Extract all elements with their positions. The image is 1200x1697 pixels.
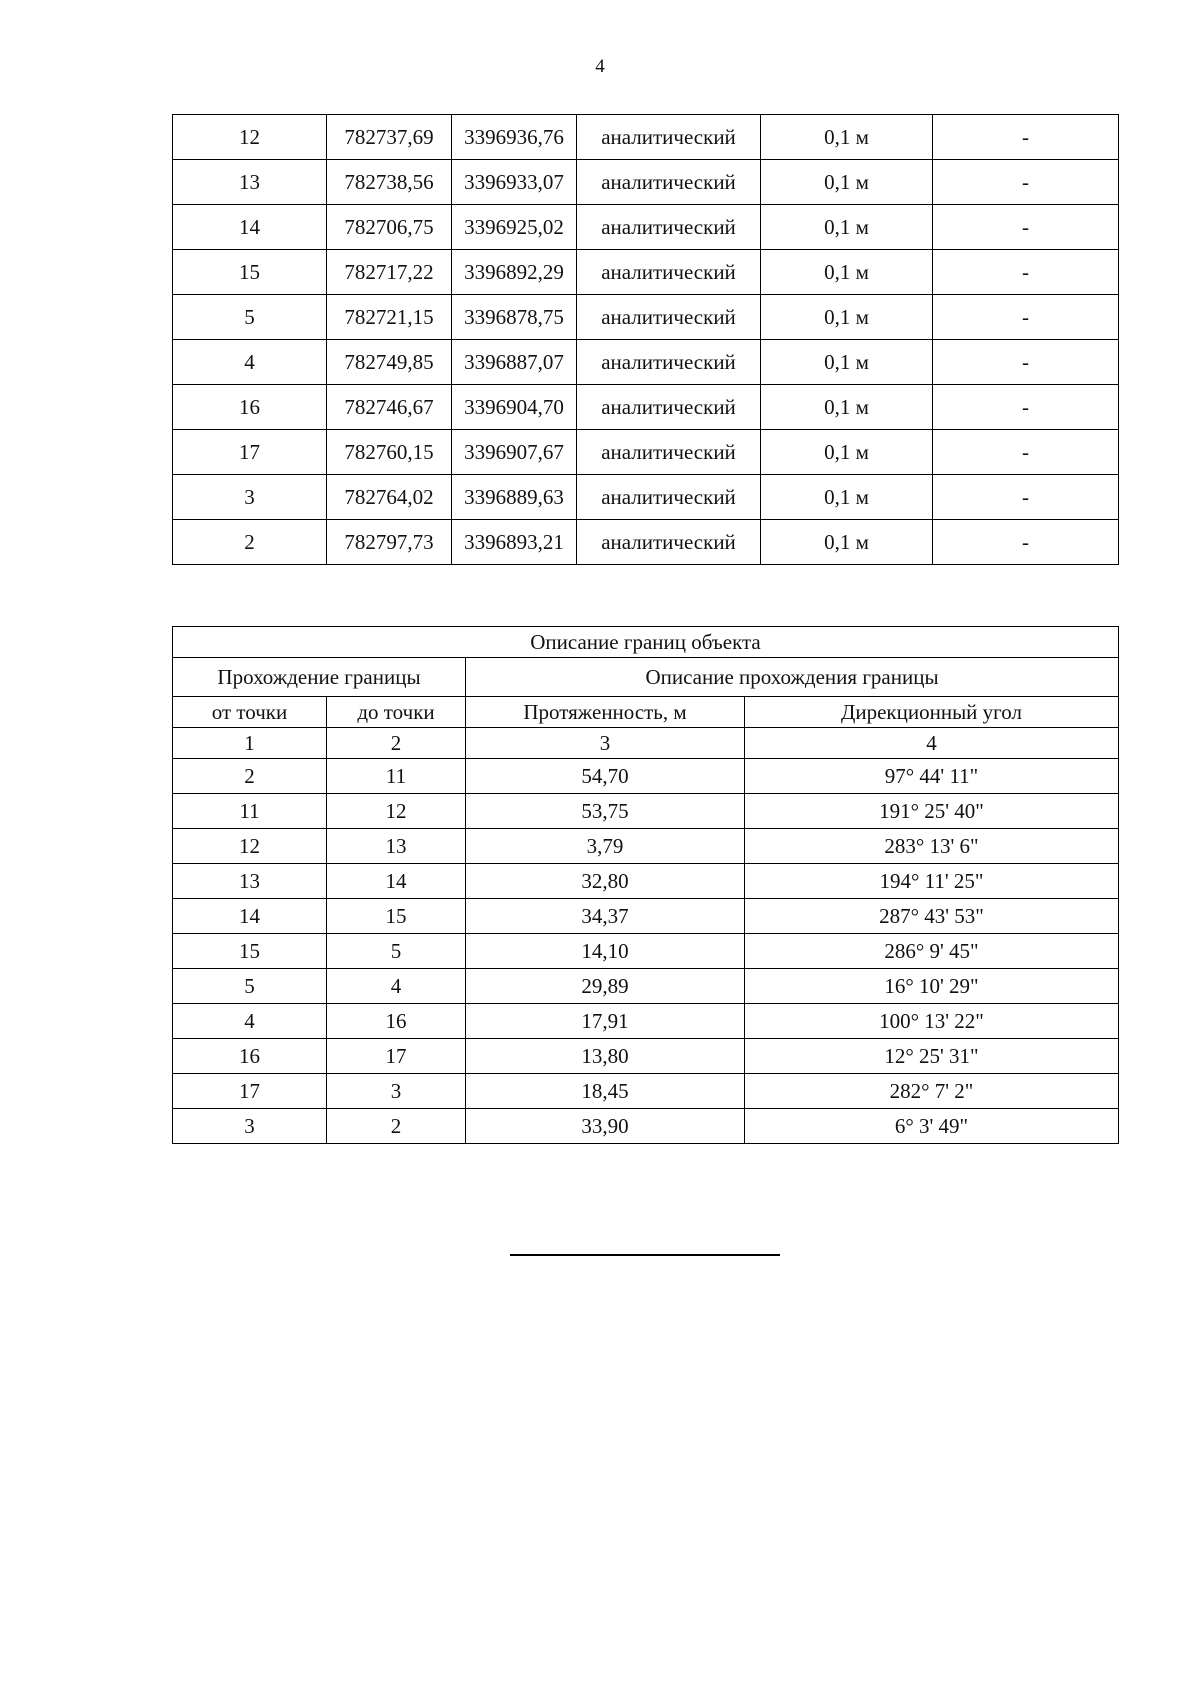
- description-cell: -: [933, 430, 1119, 475]
- table-row: [173, 250, 1119, 295]
- coordinates-table: [172, 114, 1119, 565]
- to-point-cell: 12: [327, 794, 466, 829]
- length-cell: 54,70: [466, 759, 745, 794]
- length-cell: 33,90: [466, 1109, 745, 1144]
- to-point-cell: 11: [327, 759, 466, 794]
- point-number-cell: 4: [173, 340, 327, 385]
- method-cell: аналитический: [577, 430, 761, 475]
- from-point-cell: 12: [173, 829, 327, 864]
- method-cell: аналитический: [577, 205, 761, 250]
- table-row: [173, 115, 1119, 160]
- direction-angle-cell: 283° 13' 6": [745, 829, 1119, 864]
- table-row: [173, 934, 1119, 969]
- table-row: [173, 864, 1119, 899]
- to-point-cell: 17: [327, 1039, 466, 1074]
- table-row: [173, 794, 1119, 829]
- point-number-cell: 2: [173, 520, 327, 565]
- length-cell: 3,79: [466, 829, 745, 864]
- length-cell: 53,75: [466, 794, 745, 829]
- x-coordinate-cell: 782797,73: [327, 520, 452, 565]
- from-point-cell: 5: [173, 969, 327, 1004]
- to-point-cell: 2: [327, 1109, 466, 1144]
- to-point-cell: 13: [327, 829, 466, 864]
- from-point-cell: 3: [173, 1109, 327, 1144]
- length-cell: 18,45: [466, 1074, 745, 1109]
- accuracy-cell: 0,1 м: [761, 295, 933, 340]
- description-cell: -: [933, 295, 1119, 340]
- x-coordinate-cell: 782706,75: [327, 205, 452, 250]
- point-number-cell: 17: [173, 430, 327, 475]
- to-point-cell: 4: [327, 969, 466, 1004]
- y-coordinate-cell: 3396878,75: [452, 295, 577, 340]
- table-row: [173, 759, 1119, 794]
- direction-angle-cell: 191° 25' 40": [745, 794, 1119, 829]
- point-number-cell: 5: [173, 295, 327, 340]
- accuracy-cell: 0,1 м: [761, 430, 933, 475]
- method-cell: аналитический: [577, 250, 761, 295]
- column-number: 3: [466, 728, 745, 759]
- accuracy-cell: 0,1 м: [761, 250, 933, 295]
- description-cell: -: [933, 475, 1119, 520]
- description-cell: -: [933, 385, 1119, 430]
- table-row: [173, 520, 1119, 565]
- accuracy-cell: 0,1 м: [761, 160, 933, 205]
- x-coordinate-cell: 782738,56: [327, 160, 452, 205]
- direction-angle-cell: 6° 3' 49": [745, 1109, 1119, 1144]
- length-cell: 34,37: [466, 899, 745, 934]
- from-point-cell: 2: [173, 759, 327, 794]
- y-coordinate-cell: 3396892,29: [452, 250, 577, 295]
- point-number-cell: 13: [173, 160, 327, 205]
- direction-angle-cell: 286° 9' 45": [745, 934, 1119, 969]
- to-point-cell: 3: [327, 1074, 466, 1109]
- table-row: [173, 475, 1119, 520]
- accuracy-cell: 0,1 м: [761, 520, 933, 565]
- from-point-cell: 11: [173, 794, 327, 829]
- to-point-cell: 14: [327, 864, 466, 899]
- description-cell: -: [933, 115, 1119, 160]
- point-number-cell: 16: [173, 385, 327, 430]
- x-coordinate-cell: 782737,69: [327, 115, 452, 160]
- table-row: [173, 1074, 1119, 1109]
- accuracy-cell: 0,1 м: [761, 385, 933, 430]
- to-point-cell: 15: [327, 899, 466, 934]
- y-coordinate-cell: 3396933,07: [452, 160, 577, 205]
- from-point-cell: 14: [173, 899, 327, 934]
- method-cell: аналитический: [577, 115, 761, 160]
- x-coordinate-cell: 782760,15: [327, 430, 452, 475]
- description-cell: -: [933, 520, 1119, 565]
- table-row: [173, 295, 1119, 340]
- table-row: [173, 430, 1119, 475]
- direction-angle-cell: 97° 44' 11": [745, 759, 1119, 794]
- header-to-point: до точки: [327, 697, 466, 728]
- header-boundary-passage: Прохождение границы: [173, 658, 466, 697]
- table-row: [173, 1039, 1119, 1074]
- direction-angle-cell: 12° 25' 31": [745, 1039, 1119, 1074]
- table-row: [173, 1109, 1119, 1144]
- header-direction-angle: Дирекционный угол: [745, 697, 1119, 728]
- method-cell: аналитический: [577, 295, 761, 340]
- boundary-description-table: [172, 626, 1119, 1144]
- description-cell: -: [933, 340, 1119, 385]
- length-cell: 29,89: [466, 969, 745, 1004]
- table-row: [173, 205, 1119, 250]
- table-row: [173, 160, 1119, 205]
- point-number-cell: 14: [173, 205, 327, 250]
- column-number: 1: [173, 728, 327, 759]
- x-coordinate-cell: 782749,85: [327, 340, 452, 385]
- method-cell: аналитический: [577, 520, 761, 565]
- method-cell: аналитический: [577, 160, 761, 205]
- y-coordinate-cell: 3396893,21: [452, 520, 577, 565]
- from-point-cell: 16: [173, 1039, 327, 1074]
- table-row: [173, 1004, 1119, 1039]
- description-cell: -: [933, 250, 1119, 295]
- description-cell: -: [933, 160, 1119, 205]
- y-coordinate-cell: 3396887,07: [452, 340, 577, 385]
- method-cell: аналитический: [577, 475, 761, 520]
- x-coordinate-cell: 782721,15: [327, 295, 452, 340]
- to-point-cell: 5: [327, 934, 466, 969]
- to-point-cell: 16: [327, 1004, 466, 1039]
- closing-rule: [510, 1254, 780, 1256]
- y-coordinate-cell: 3396904,70: [452, 385, 577, 430]
- page-number: 4: [595, 56, 605, 77]
- direction-angle-cell: 282° 7' 2": [745, 1074, 1119, 1109]
- description-cell: -: [933, 205, 1119, 250]
- y-coordinate-cell: 3396925,02: [452, 205, 577, 250]
- from-point-cell: 17: [173, 1074, 327, 1109]
- table-row: [173, 899, 1119, 934]
- y-coordinate-cell: 3396936,76: [452, 115, 577, 160]
- accuracy-cell: 0,1 м: [761, 115, 933, 160]
- from-point-cell: 4: [173, 1004, 327, 1039]
- from-point-cell: 15: [173, 934, 327, 969]
- column-number: 2: [327, 728, 466, 759]
- from-point-cell: 13: [173, 864, 327, 899]
- point-number-cell: 15: [173, 250, 327, 295]
- method-cell: аналитический: [577, 340, 761, 385]
- point-number-cell: 12: [173, 115, 327, 160]
- length-cell: 13,80: [466, 1039, 745, 1074]
- length-cell: 32,80: [466, 864, 745, 899]
- table-row: [173, 385, 1119, 430]
- accuracy-cell: 0,1 м: [761, 340, 933, 385]
- table-row: [173, 340, 1119, 385]
- x-coordinate-cell: 782746,67: [327, 385, 452, 430]
- direction-angle-cell: 287° 43' 53": [745, 899, 1119, 934]
- header-from-point: от точки: [173, 697, 327, 728]
- accuracy-cell: 0,1 м: [761, 475, 933, 520]
- header-passage-description: Описание прохождения границы: [466, 658, 1119, 697]
- length-cell: 17,91: [466, 1004, 745, 1039]
- header-length: Протяженность, м: [466, 697, 745, 728]
- table-row: [173, 829, 1119, 864]
- y-coordinate-cell: 3396889,63: [452, 475, 577, 520]
- boundary-table-title: Описание границ объекта: [173, 627, 1119, 658]
- x-coordinate-cell: 782764,02: [327, 475, 452, 520]
- y-coordinate-cell: 3396907,67: [452, 430, 577, 475]
- direction-angle-cell: 16° 10' 29": [745, 969, 1119, 1004]
- direction-angle-cell: 194° 11' 25": [745, 864, 1119, 899]
- point-number-cell: 3: [173, 475, 327, 520]
- column-number: 4: [745, 728, 1119, 759]
- x-coordinate-cell: 782717,22: [327, 250, 452, 295]
- direction-angle-cell: 100° 13' 22": [745, 1004, 1119, 1039]
- table-row: [173, 969, 1119, 1004]
- method-cell: аналитический: [577, 385, 761, 430]
- accuracy-cell: 0,1 м: [761, 205, 933, 250]
- length-cell: 14,10: [466, 934, 745, 969]
